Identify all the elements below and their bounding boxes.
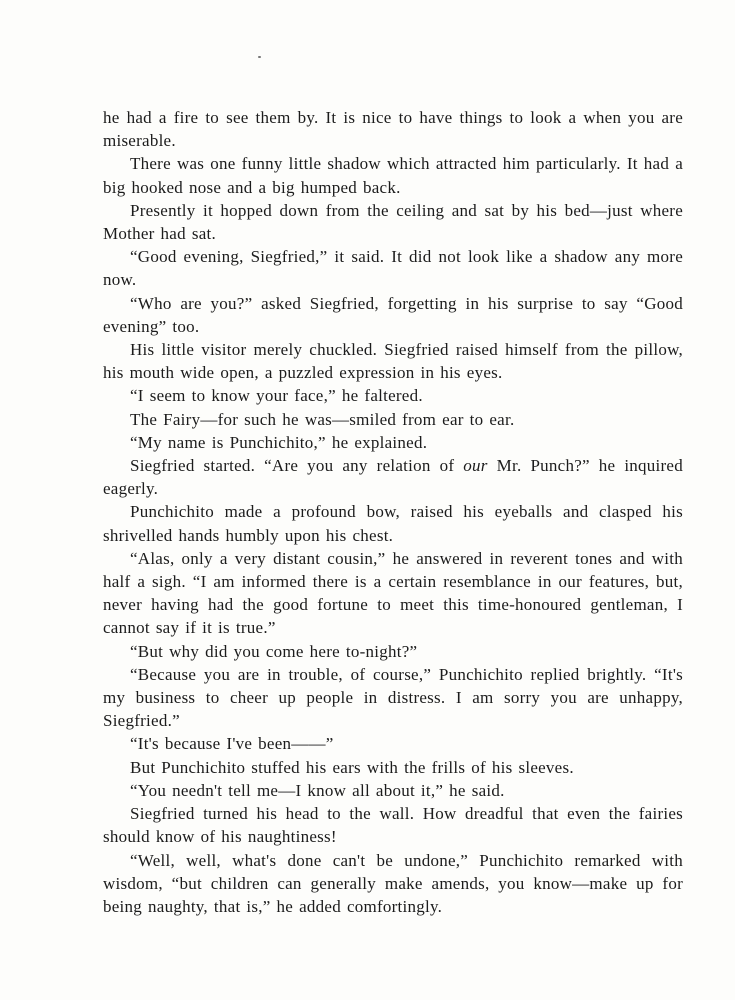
paragraph: There was one funny little shadow which attracted him particularly. It had a big hooked nose and a big humped back.	[103, 154, 683, 197]
paragraph	[103, 454, 683, 500]
paragraph-text: Mr. Punch?” he inquired eagerly.	[103, 456, 683, 499]
paragraph: “It's because I've been——”	[130, 734, 334, 754]
paragraph: Punchichito made a profound bow, raised his eyeballs and clasped his shrivelled hands humbly upon his chest.	[103, 502, 683, 545]
paragraph: “Good evening, Siegfried,” it said. It did not look like a shadow any more now.	[103, 247, 683, 290]
paragraph: he had a fire to see them by. It is nice to have things to look a when you are miserable.	[103, 108, 683, 151]
paragraph: “You needn't tell me—I know all about it,” he said.	[130, 780, 505, 800]
paragraph: “My name is Punchichito,” he explained.	[130, 432, 428, 452]
paragraph: But Punchichito stuffed his ears with the frills of his sleeves.	[130, 757, 574, 777]
paragraph: “I seem to know your face,” he faltered.	[130, 386, 423, 406]
paragraph: The Fairy—for such he was—smiled from ear to ear.	[130, 409, 515, 429]
paragraph: “Because you are in trouble, of course,” Punchichito replied brightly. “It's my business to cheer up people in distress. I am sorry you are unhappy, Siegfried.”	[103, 664, 683, 731]
paragraph: “Well, well, what's done can't be undone,” Punchichito remarked with wisdom, “but children can generally make amends, you know—make up for being naughty, that is,” he added comfortingly.	[103, 850, 683, 916]
paragraph: “But why did you come here to-night?”	[130, 641, 418, 661]
paragraph: “Alas, only a very distant cousin,” he answered in reverent tones and with half a sigh. “I am informed there is a certain resemblance in our features, but, never having had the good fortune to meet this time-honoured gentleman, I cannot say if it is true.”	[103, 548, 683, 638]
paragraph-text: Siegfried started. “Are you any relation of	[130, 456, 464, 476]
paragraph: His little visitor merely chuckled. Siegfried raised himself from the pillow, his mouth wide open, a puzzled expression in his eyes.	[103, 340, 683, 383]
paragraph: “Who are you?” asked Siegfried, forgetting in his surprise to say “Good evening” too.	[103, 293, 683, 336]
italic-word: our	[463, 456, 488, 476]
paper-speck	[258, 56, 261, 58]
paragraph: Presently it hopped down from the ceiling and sat by his bed—just where Mother had sat.	[103, 200, 683, 244]
body-text	[103, 106, 683, 918]
paragraph: Siegfried turned his head to the wall. How dreadful that even the fairies should know of his naughtiness!	[103, 804, 683, 847]
